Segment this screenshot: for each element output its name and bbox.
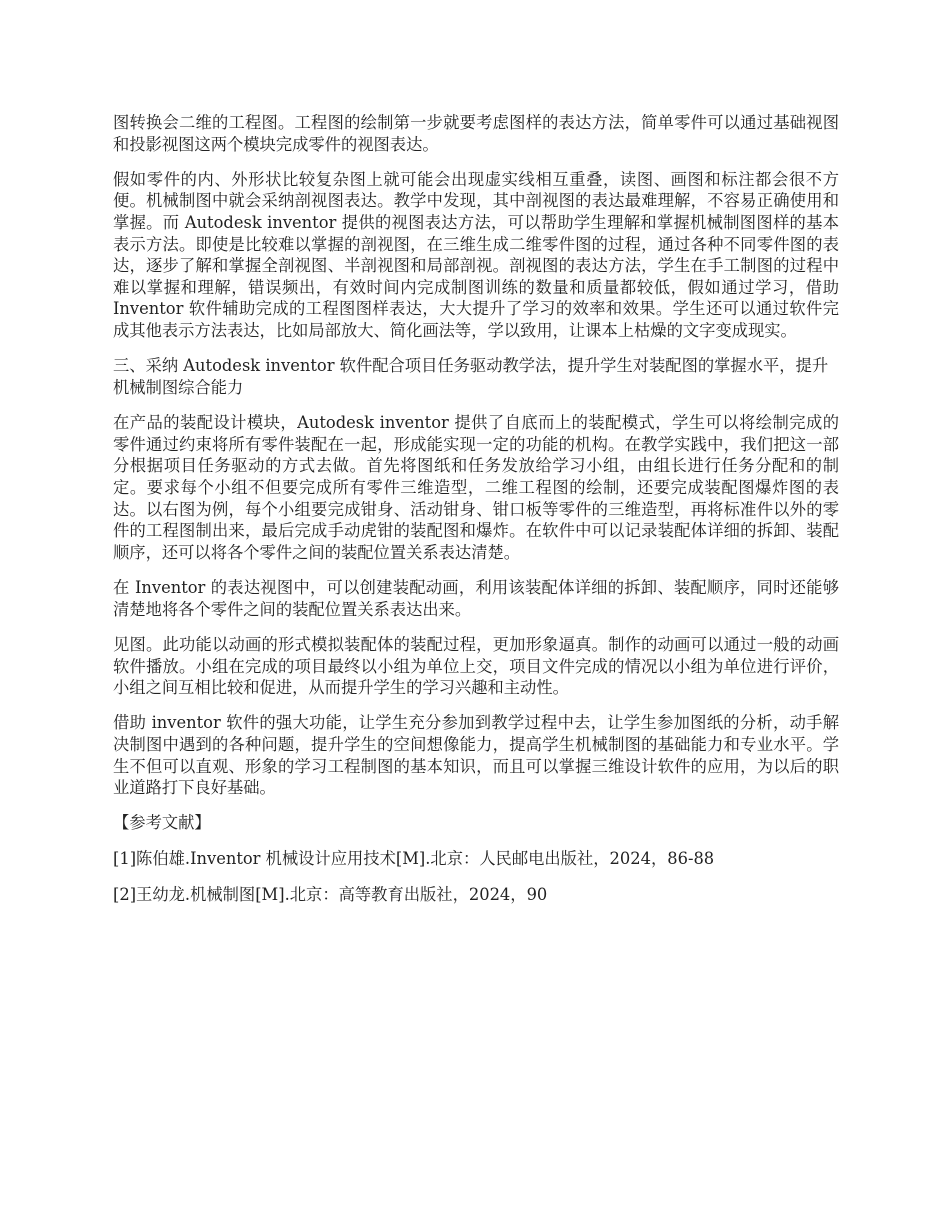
body-paragraph: 见图。此功能以动画的形式模拟装配体的装配过程，更加形象逼真。制作的动画可以通过一般的动画软件播放。小组在完成的项目最终以小组为单位上交，项目文件完成的情况以小组为单位进行评价，小组之间互相比较和促进，从而提升学生的学习兴趣和主动性。 [113,634,839,698]
document-body [113,112,839,919]
section-heading: 三、采纳 Autodesk inventor 软件配合项目任务驱动教学法，提升学生对装配图的掌握水平，提升机械制图综合能力 [113,356,829,397]
reference-item: [1]陈伯雄.Inventor 机械设计应用技术[M].北京：人民邮电出版社，2024，86-88 [113,849,715,869]
references-title: 【参考文献】 [113,813,211,833]
body-paragraph: 图转换会二维的工程图。工程图的绘制第一步就要考虑图样的表达方法，简单零件可以通过基础视图和投影视图这两个模块完成零件的视图表达。 [113,113,839,154]
reference-item: [2]王幼龙.机械制图[M].北京：高等教育出版社，2024，90 [113,884,548,904]
body-paragraph: 在产品的装配设计模块，Autodesk inventor 提供了自底而上的装配模式，学生可以将绘制完成的零件通过约束将所有零件装配在一起，形成能实现一定的功能的机构。在教学实践中，我们把这一部分根据项目任务驱动的方式去做。首先将图纸和任务发放给学习小组，由组长进行任务分配和的制定。要求每个小组不但要完成所有零件三维造型，二维工程图的绘制，还要完成装配图爆炸图的表达。以右图为例，每个小组要完成钳身、活动钳身、钳口板等零件的三维造型，再将标准件以外的零件的工程图制出来，最后完成手动虎钳的装配图和爆炸。在软件中可以记录装配体详细的拆卸、装配顺序，还可以将各个零件之间的装配位置关系表达清楚。 [113,413,839,562]
body-paragraph: 假如零件的内、外形状比较复杂图上就可能会出现虚实线相互重叠，读图、画图和标注都会很不方便。机械制图中就会采纳剖视图表达。教学中发现，其中剖视图的表达最难理解，不容易正确使用和掌握。而 Autodesk inventor 提供的视图表达方法，可以帮助学生理解和掌握机械制图图样的基本表示方法。即使是比较难以掌握的剖视图，在三维生成二维零件图的过程，通过各种不同零件图的表达，逐步了解和掌握全剖视图、半剖视图和局部剖视。剖视图的表达方法，学生在手工制图的过程中难以掌握和理解，错误频出，有效时间内完成制图训练的数量和质量都较低，假如通过学习，借助 Inventor 软件辅助完成的工程图图样表达，大大提升了学习的效率和效果。学生还可以通过软件完成其他表示方法表达，比如局部放大、简化画法等，学以致用，让课本上枯燥的文字变成现实。 [113,169,839,341]
body-paragraph: 在 Inventor 的表达视图中，可以创建装配动画，利用该装配体详细的拆卸、装配顺序，同时还能够清楚地将各个零件之间的装配位置关系表达出来。 [113,578,839,619]
body-paragraph: 借助 inventor 软件的强大功能，让学生充分参加到教学过程中去，让学生参加图纸的分析，动手解决制图中遇到的各种问题，提升学生的空间想像能力，提高学生机械制图的基础能力和专业水平。学生不但可以直观、形象的学习工程制图的基本知识，而且可以掌握三维设计软件的应用，为以后的职业道路打下良好基础。 [113,713,839,798]
